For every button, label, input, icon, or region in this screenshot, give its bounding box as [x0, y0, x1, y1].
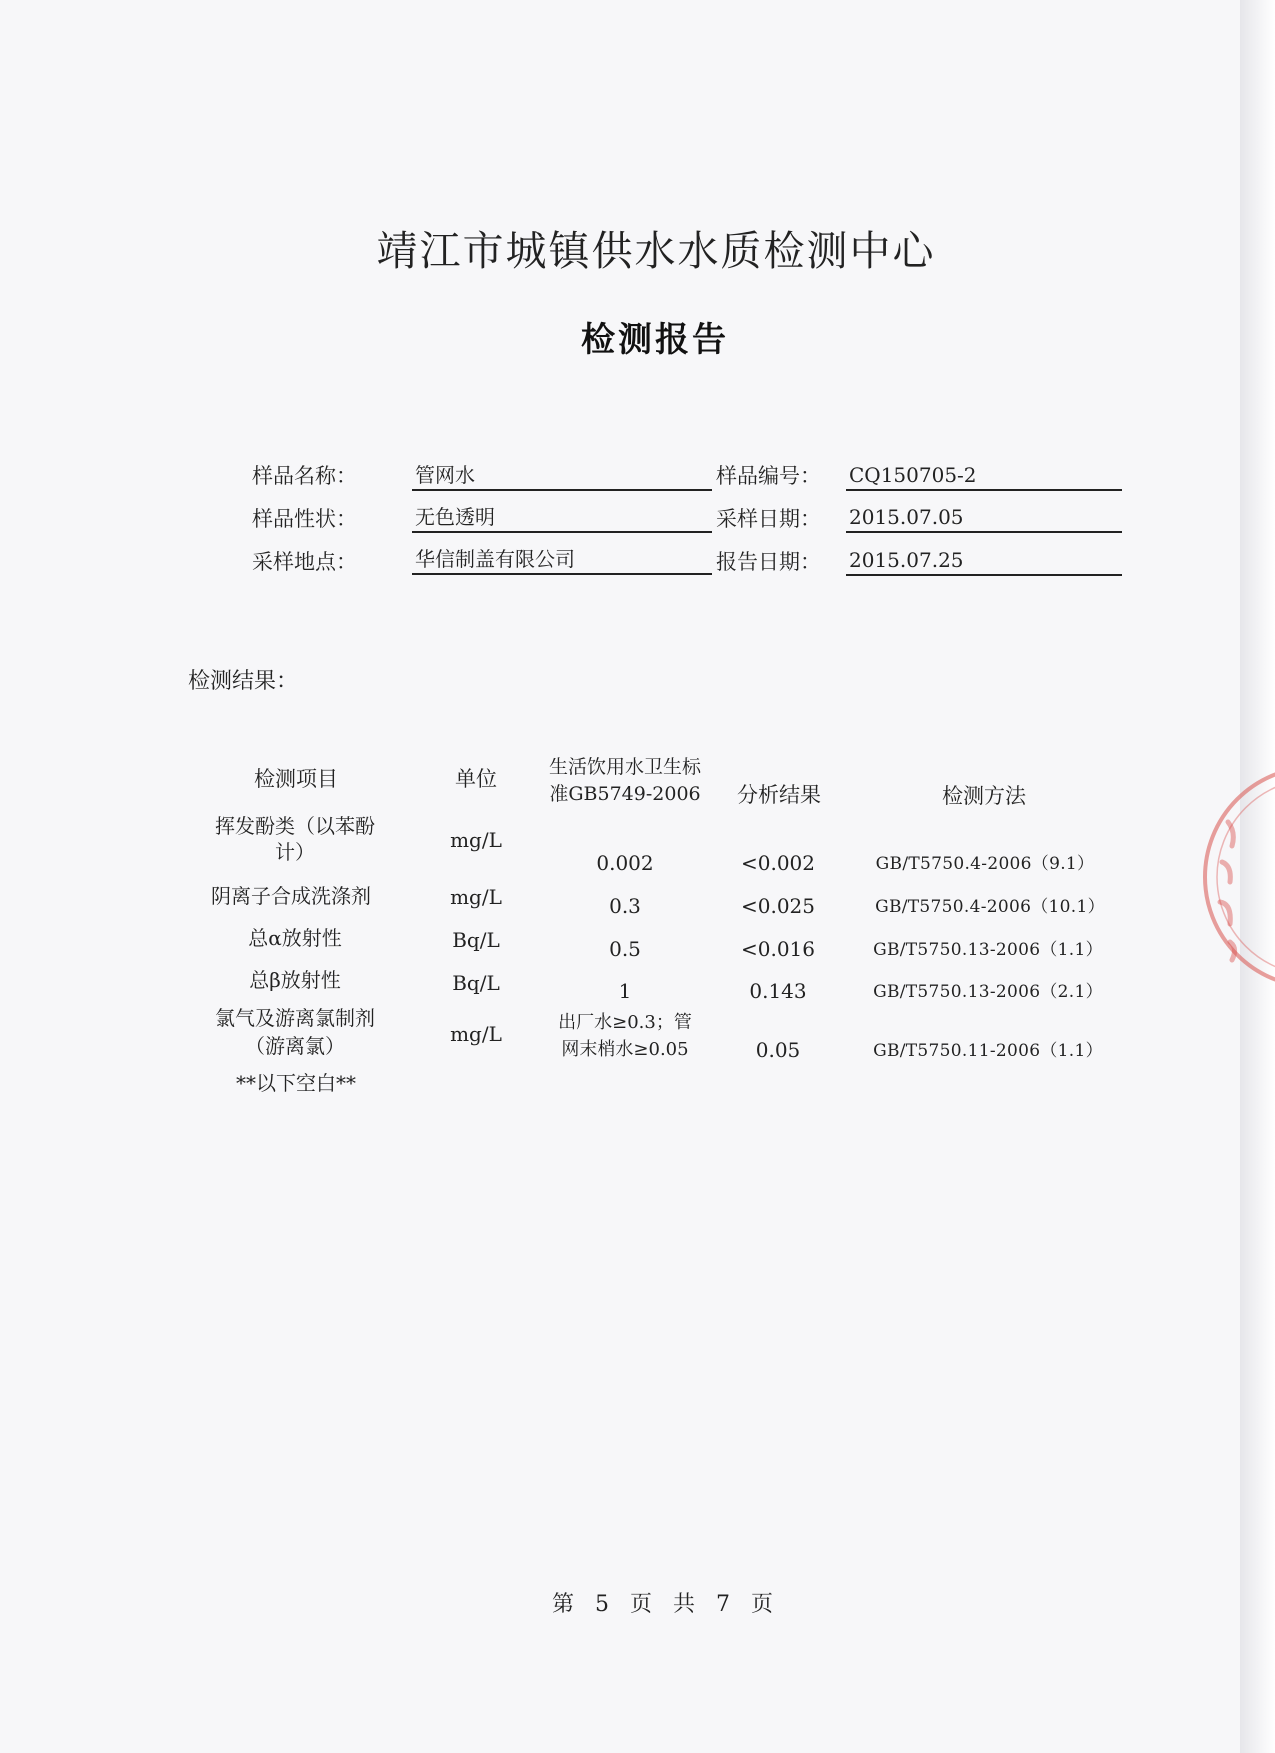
row1-standard: 0.002 — [596, 851, 654, 875]
row5-unit: mg/L — [450, 1022, 502, 1046]
row3-standard: 0.5 — [609, 937, 641, 961]
header-unit: 单位 — [455, 767, 497, 791]
report-date-label: 报告日期： — [716, 550, 821, 574]
table-end-note: **以下空白** — [236, 1071, 356, 1095]
row2-standard: 0.3 — [609, 894, 641, 918]
row4-item: 总β放射性 — [249, 968, 341, 992]
row3-item: 总α放射性 — [248, 926, 342, 950]
page-number: 第 5 页 共 7 页 — [552, 1592, 773, 1617]
row5-item-line1: 氯气及游离氯制剂 — [215, 1006, 375, 1030]
sample-name-value: 管网水 — [412, 461, 712, 491]
row5-result: 0.05 — [755, 1038, 801, 1062]
report-title: 检测报告 — [581, 320, 729, 360]
row2-method: GB/T5750.4-2006（10.1） — [875, 897, 1105, 917]
row3-method: GB/T5750.13-2006（1.1） — [873, 940, 1103, 960]
row1-unit: mg/L — [450, 828, 502, 852]
row1-method: GB/T5750.4-2006（9.1） — [875, 854, 1095, 874]
header-method: 检测方法 — [942, 784, 1026, 808]
row2-unit: mg/L — [450, 885, 502, 909]
sample-state-value: 无色透明 — [412, 503, 712, 533]
header-standard-line2: 准GB5749-2006 — [549, 783, 701, 805]
sampling-date-value: 2015.07.05 — [846, 503, 1122, 533]
row4-method: GB/T5750.13-2006（2.1） — [873, 982, 1103, 1002]
row5-item-line2: （游离氯） — [245, 1034, 345, 1058]
sampling-location-value: 华信制盖有限公司 — [412, 545, 712, 575]
row3-result: <0.016 — [740, 937, 815, 961]
sample-name-label: 样品名称： — [252, 464, 357, 488]
header-result: 分析结果 — [737, 783, 821, 807]
row2-result: <0.025 — [740, 894, 815, 918]
row2-item: 阴离子合成洗涤剂 — [211, 884, 371, 908]
header-standard-line1: 生活饮用水卫生标 — [548, 756, 701, 778]
row1-result: <0.002 — [740, 851, 815, 875]
row5-standard-line1: 出厂水≥0.3；管 — [558, 1012, 692, 1033]
sample-state-label: 样品性状： — [252, 507, 357, 531]
row5-standard-line2: 网末梢水≥0.05 — [561, 1039, 689, 1060]
row4-unit: Bq/L — [452, 971, 500, 995]
header-item: 检测项目 — [254, 767, 338, 791]
sample-number-value: CQ150705-2 — [846, 461, 1122, 491]
results-heading: 检测结果： — [188, 669, 299, 694]
sampling-location-label: 采样地点： — [252, 550, 357, 574]
stamp-icon — [1190, 752, 1275, 1002]
row1-item-line1: 挥发酚类（以苯酚 — [215, 814, 375, 838]
row4-result: 0.143 — [749, 979, 807, 1003]
row3-unit: Bq/L — [452, 928, 500, 952]
row1-item-line2: 计） — [275, 840, 315, 864]
row5-method: GB/T5750.11-2006（1.1） — [873, 1041, 1103, 1061]
row4-standard: 1 — [618, 979, 632, 1003]
sample-number-label: 样品编号： — [716, 464, 821, 488]
sampling-date-label: 采样日期： — [716, 507, 821, 531]
report-date-value: 2015.07.25 — [846, 546, 1122, 576]
org-title: 靖江市城镇供水水质检测中心 — [376, 227, 936, 275]
